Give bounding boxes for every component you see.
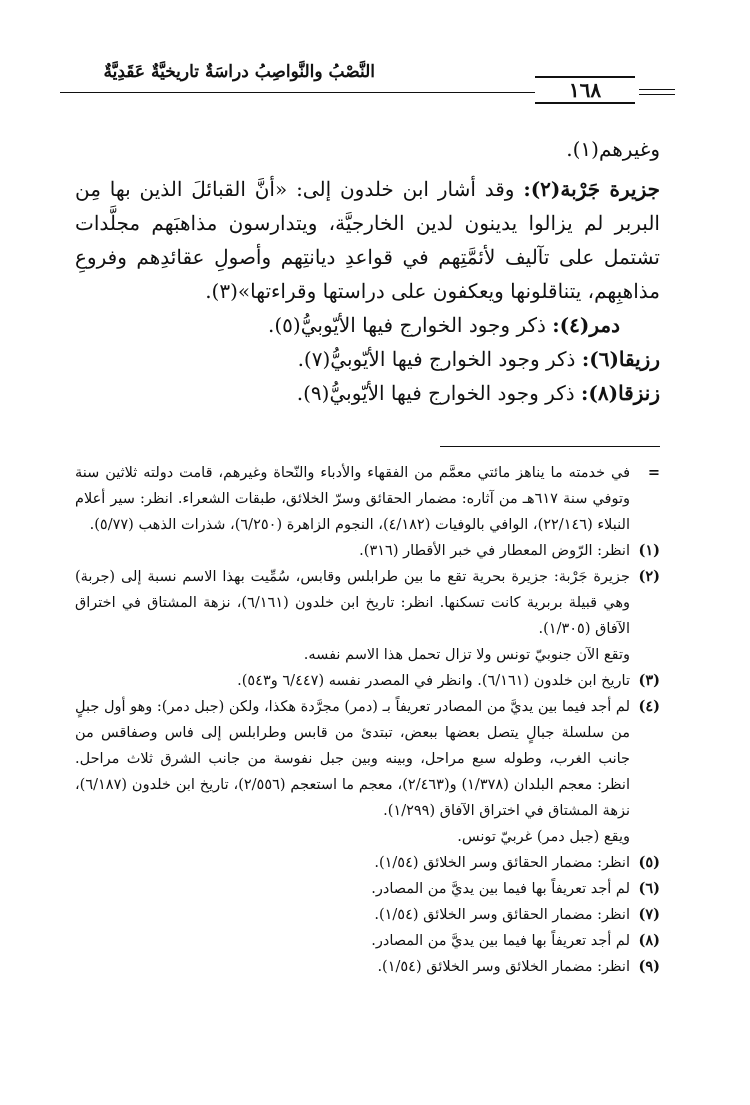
footnote [75,538,660,564]
footnote-extra: وتقع الآن جنوبيّ تونس ولا تزال تحمل هذا الاسم نفسه. [303,647,630,663]
footnote-mark: (٦) [638,880,660,897]
footnote-mark: (٢) [638,568,660,585]
place-label: زنزقا(٨): [581,381,660,405]
header-dash [639,89,675,90]
page-header [60,62,675,102]
place-text: ذكر وجود الخوارج فيها الأيّوبيُّ(٥). [268,313,553,337]
footnote-mark: (١) [638,542,660,559]
footnote-extra: ويقع (جبل دمر) غربيّ تونس. [457,829,630,845]
footnote [75,954,660,980]
footnote [75,928,660,954]
footnote-continuation [75,460,660,538]
footnote [75,668,660,694]
footnotes [75,460,660,980]
footnote-mark: (٣) [638,672,660,689]
footnote-mark: (٩) [638,958,660,975]
footnote-mark: (٨) [638,932,660,949]
footnote-mark: (٧) [638,906,660,923]
main-text [75,132,660,410]
place-item [75,308,660,342]
footnote-mark: (٥) [638,854,660,871]
header-dash-2 [639,94,675,95]
header-rule [60,92,535,93]
footnote [75,902,660,928]
footnote [75,876,660,902]
footnote-text: في خدمته ما يناهز مائتي معمَّم من الفقهاء والأدباء والنّحاة وغيرهم، قامت دولته ثلاثين سنة وتوفي سنة ٦١٧هـ من آثاره: مضمار الحقائق وسرّ الخلائق، طبقات الشعراء. انظر: سير أعلام النبلاء (٢٢/١٤٦)، الوافي بالوفيات (٤/١٨٢)، النجوم الزاهرة (٦/٢٥٠)، شذرات الذهب (٥/٧٧). [75,465,630,533]
place-text: ذكر وجود الخوارج فيها الأيّوبيُّ(٧). [297,347,582,371]
jazira-text: وقد أشار ابن خلدون إلى: «أنَّ القبائلَ الذين بها مِن البربر لم يزالوا يدينون لدين الخارجيَّة، ويتدارسون مذاهبَهم مجلَّدات تشتمل على تآليف لأئمَّتِهم في قواعدِ ديانتِهم وأصولِ عقائدِهم وفروعِ مذاهبِهم، يتناقلونها ويعكفون على دراستها وقراءتها»(٣). [75,177,660,303]
footnote-text: تاريخ ابن خلدون (٦/١٦١). وانظر في المصدر نفسه (٦/٤٤٧ و٥٤٣). [237,673,630,689]
place-label: دمر(٤): [552,313,620,337]
place-text: ذكر وجود الخوارج فيها الأيّوبيُّ(٩). [296,381,581,405]
footnote-text: لم أجد فيما بين يديَّ من المصادر تعريفاً بـ (دمر) مجرَّدة هكذا، ولكن (جبل دمر): وهو أول جبلٍ من سلسلة جبالٍ يتصل بعضها ببعض، تبتدئ من قابس وطرابلس إلى فاس وصفاقس من جانب الغرب، وطوله سبع مراحل، وبينه وبين جبل نفوسة من جانب الشرق ثلاث مراحل. انظر: معجم البلدان (١/٣٧٨) و(٢/٤٦٣)، معجم ما استعجم (٢/٥٥٦)، تاريخ ابن خلدون (٦/١٨٧)، نزهة المشتاق في اختراق الآفاق (١/٢٩٩). [75,699,630,819]
footnote-text: لم أجد تعريفاً بها فيما بين يديَّ من المصادر. [371,933,630,949]
footnote-text: انظر: مضمار الخلائق وسر الخلائق (١/٥٤). [377,959,630,975]
footnote-mark: (٤) [638,698,660,715]
footnote-text: جزيرة جَرْبة: جزيرة بحرية تقع ما بين طرابلس وقابس، سُمِّيت بهذا الاسم نسبة إلى (جربة) وهي قبيلة بربرية كانت تسكنها. انظر: تاريخ ابن خلدون (٦/١٦١)، نزهة المشتاق في اختراق الآفاق (١/٣٠٥). [75,569,631,637]
paragraph-jazira [75,172,660,308]
place-item [75,342,660,376]
footnote-text: انظر: الرّوض المعطار في خبر الأقطار (٣١٦). [359,543,630,559]
footnote-text: انظر: مضمار الحقائق وسر الخلائق (١/٥٤). [374,855,630,871]
footnote [75,564,660,642]
page-number: ١٦٨ [568,78,602,102]
footnote [75,694,660,824]
line-continuation: وغيرهم(١). [566,137,660,161]
footnote [75,850,660,876]
footnote-separator [440,446,660,447]
continuation-mark: = [647,464,660,481]
running-title: النَّصْبُ والنَّواصِبُ دراسَةٌ تاريخيَّةٌ عَقَدِيَّةٌ [103,62,375,82]
place-label: رزيقا(٦): [581,347,660,371]
footnote-text: لم أجد تعريفاً بها فيما بين يديَّ من المصادر. [371,881,630,897]
place-item [75,376,660,410]
page-number-box [535,76,635,104]
footnote-text: انظر: مضمار الحقائق وسر الخلائق (١/٥٤). [374,907,630,923]
term-jazira: جزيرة جَرْبة(٢): [523,177,661,201]
